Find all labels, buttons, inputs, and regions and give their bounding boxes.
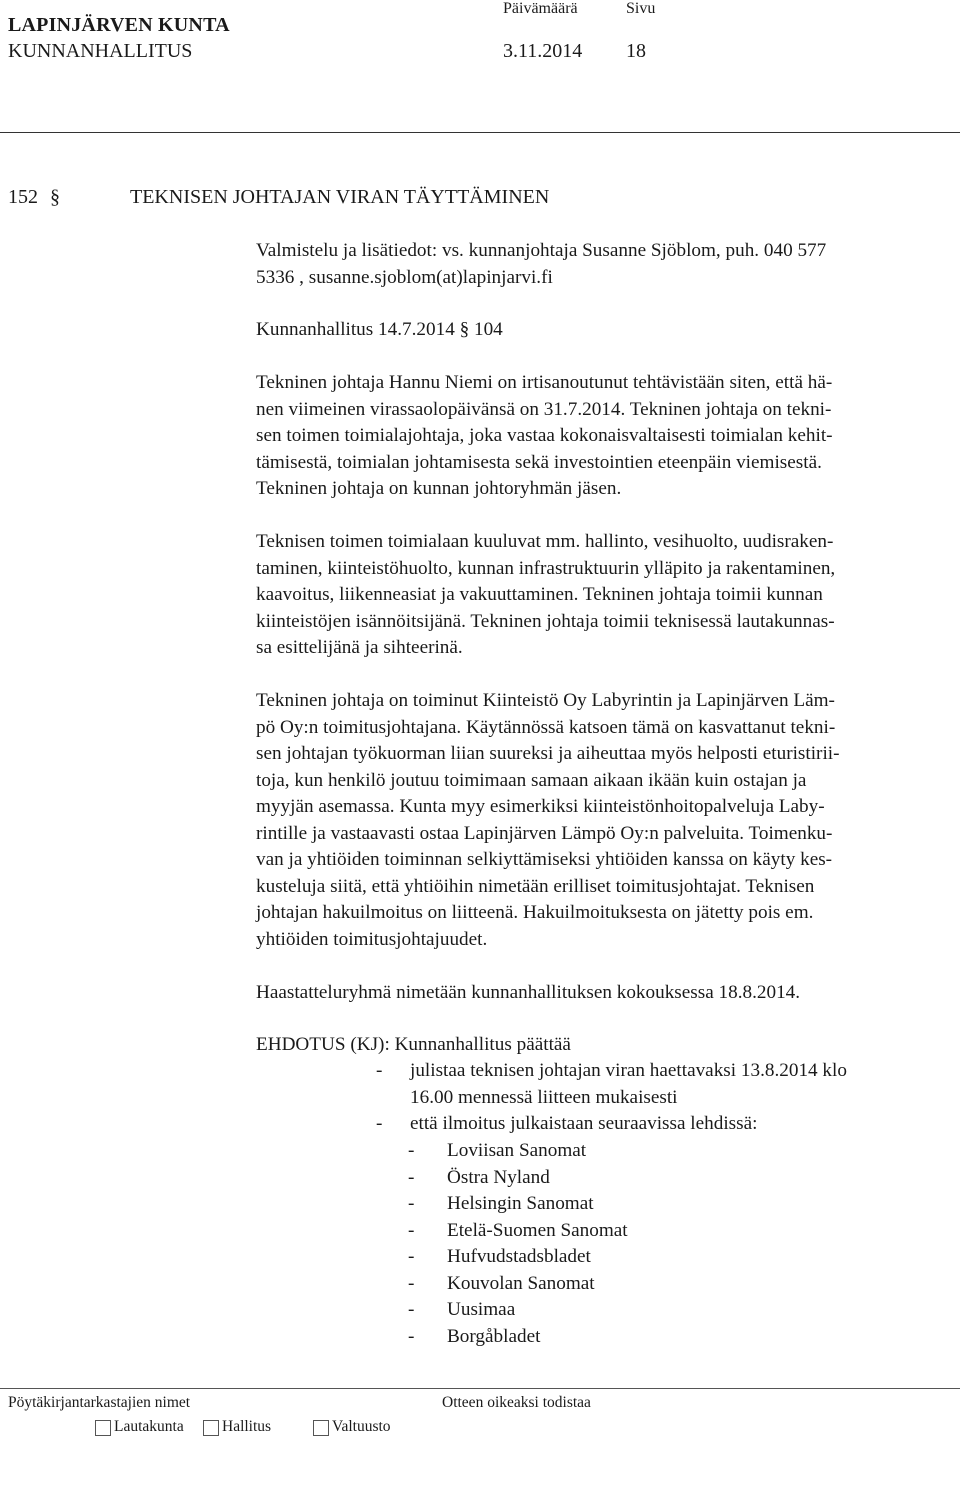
text-line: Teknisen toimen toimialaan kuuluvat mm. hallinto, vesihuolto, uudisraken-	[256, 531, 834, 552]
newspaper-name: Kouvolan Sanomat	[447, 1272, 595, 1294]
paragraph-3	[256, 688, 956, 953]
text-line: myyjän asemassa. Kunta myy esimerkiksi kiinteistönhoitopalveluja Laby-	[256, 796, 825, 817]
newspaper-name: Etelä-Suomen Sanomat	[447, 1219, 628, 1241]
dash-bullet: -	[408, 1299, 415, 1320]
text-line: toja, kun henkilö joutuu toimimaan samaan aikaan ikään kuin ostajan ja	[256, 769, 807, 791]
dash-bullet: -	[408, 1272, 415, 1294]
dash-bullet: -	[376, 1113, 383, 1134]
dash-bullet: -	[408, 1140, 415, 1161]
newspaper-name: Hufvudstadsbladet	[447, 1246, 591, 1267]
text-line: Tekninen johtaja Hannu Niemi on irtisanoutunut tehtävistään siten, että hä-	[256, 372, 833, 393]
paragraph-4: Haastatteluryhmä nimetään kunnanhallituksen kokouksessa 18.8.2014.	[256, 982, 801, 1003]
proposal-title: EHDOTUS (KJ): Kunnanhallitus päättää	[256, 1034, 571, 1055]
certified-label: Otteen oikeaksi todistaa	[442, 1394, 591, 1411]
text-line: sa esittelijänä ja sihteerinä.	[256, 637, 463, 658]
text-line: johtajan hakuilmoitus on liitteenä. Hakuilmoituksesta on jätetty pois em.	[256, 902, 814, 923]
header-divider	[0, 132, 960, 133]
section-number: 152	[8, 186, 38, 208]
text-line: 5336 , susanne.sjoblom(at)lapinjarvi.fi	[256, 266, 553, 288]
text-line: Valmistelu ja lisätiedot: vs. kunnanjohtaja Susanne Sjöblom, puh. 040 577	[256, 240, 827, 261]
proposal-item-text: että ilmoitus julkaistaan seuraavissa lehdissä:	[410, 1113, 758, 1134]
newspaper-name: Helsingin Sanomat	[447, 1193, 594, 1214]
text-line: kaavoitus, liikenneasiat ja vakuuttaminen. Tekninen johtaja toimii kunnan	[256, 584, 823, 605]
text-line: tämisestä, toimialan johtamisesta sekä investointien eteenpäin viemisestä.	[256, 451, 822, 473]
dash-bullet: -	[408, 1193, 415, 1214]
page-label: Sivu	[626, 0, 656, 17]
checkers-label: Pöytäkirjantarkastajien nimet	[8, 1394, 191, 1411]
dash-bullet: -	[408, 1219, 415, 1241]
previous-reference: Kunnanhallitus 14.7.2014 § 104	[256, 319, 503, 340]
text-line: yhtiöiden toimitusjohtajuudet.	[256, 928, 488, 950]
newspaper-name: Östra Nyland	[447, 1166, 550, 1188]
meeting-date: 3.11.2014	[503, 40, 583, 62]
text-line: van ja yhtiöiden toiminnan selkiyttämiseksi yhtiöiden kanssa on käyty kes-	[256, 849, 833, 870]
paragraph-icon: §	[50, 186, 60, 208]
organization-name: LAPINJÄRVEN KUNTA	[8, 14, 230, 36]
text-line: kusteluja siitä, että yhtiöihin nimetään erilliset toimitusjohtajat. Teknisen	[256, 875, 815, 897]
date-label: Päivämäärä	[503, 0, 578, 17]
newspaper-name: Borgåbladet	[447, 1325, 541, 1347]
checkbox-label: Valtuusto	[332, 1418, 391, 1435]
body-name: KUNNANHALLITUS	[8, 40, 193, 62]
section-title: TEKNISEN JOHTAJAN VIRAN TÄYTTÄMINEN	[130, 186, 550, 208]
valtuusto-checkbox[interactable]	[313, 1420, 329, 1436]
newspaper-name: Uusimaa	[447, 1299, 516, 1320]
text-line: Tekninen johtaja on toiminut Kiinteistö Oy Labyrintin ja Lapinjärven Läm-	[256, 690, 835, 711]
text-line: sen toimen toimialajohtaja, joka vastaa kokonaisvaltaisesti toimialan kehit-	[256, 425, 833, 446]
newspaper-name: Loviisan Sanomat	[447, 1140, 587, 1161]
footer-divider	[0, 1388, 960, 1389]
text-line: rintille ja vastaavasti ostaa Lapinjärven Lämpö Oy:n palveluita. Toimenku-	[256, 822, 833, 844]
proposal-item-text: 16.00 mennessä liitteen mukaisesti	[410, 1086, 678, 1108]
dash-bullet: -	[408, 1166, 415, 1188]
checkbox-label: Lautakunta	[114, 1418, 184, 1435]
lautakunta-checkbox[interactable]	[95, 1420, 111, 1436]
dash-bullet: -	[376, 1060, 383, 1081]
dash-bullet: -	[408, 1325, 415, 1347]
checkbox-label: Hallitus	[222, 1418, 272, 1435]
preparer-info	[256, 238, 956, 291]
text-line: taminen, kiinteistöhuolto, kunnan infrastruktuurin ylläpito ja rakentaminen,	[256, 557, 836, 579]
paragraph-2	[256, 529, 956, 662]
text-line: Tekninen johtaja on kunnan johtoryhmän jäsen.	[256, 478, 622, 499]
page-number: 18	[626, 40, 646, 62]
proposal-item-text: julistaa teknisen johtajan viran haettavaksi 13.8.2014 klo	[410, 1060, 847, 1081]
paragraph-1	[256, 370, 956, 503]
dash-bullet: -	[408, 1246, 415, 1267]
hallitus-checkbox[interactable]	[203, 1420, 219, 1436]
text-line: sen johtajan työkuorman liian suureksi ja aiheuttaa myös helposti eturistirii-	[256, 743, 840, 764]
text-line: pö Oy:n toimitusjohtajana. Käytännössä katsoen tämä on kasvattanut tekni-	[256, 716, 836, 738]
text-line: nen viimeinen virassaolopäivänsä on 31.7.2014. Tekninen johtaja on tekni-	[256, 398, 832, 420]
text-line: kiinteistöjen isännöitsijänä. Tekninen johtaja toimii teknisessä lautakunnas-	[256, 610, 835, 632]
